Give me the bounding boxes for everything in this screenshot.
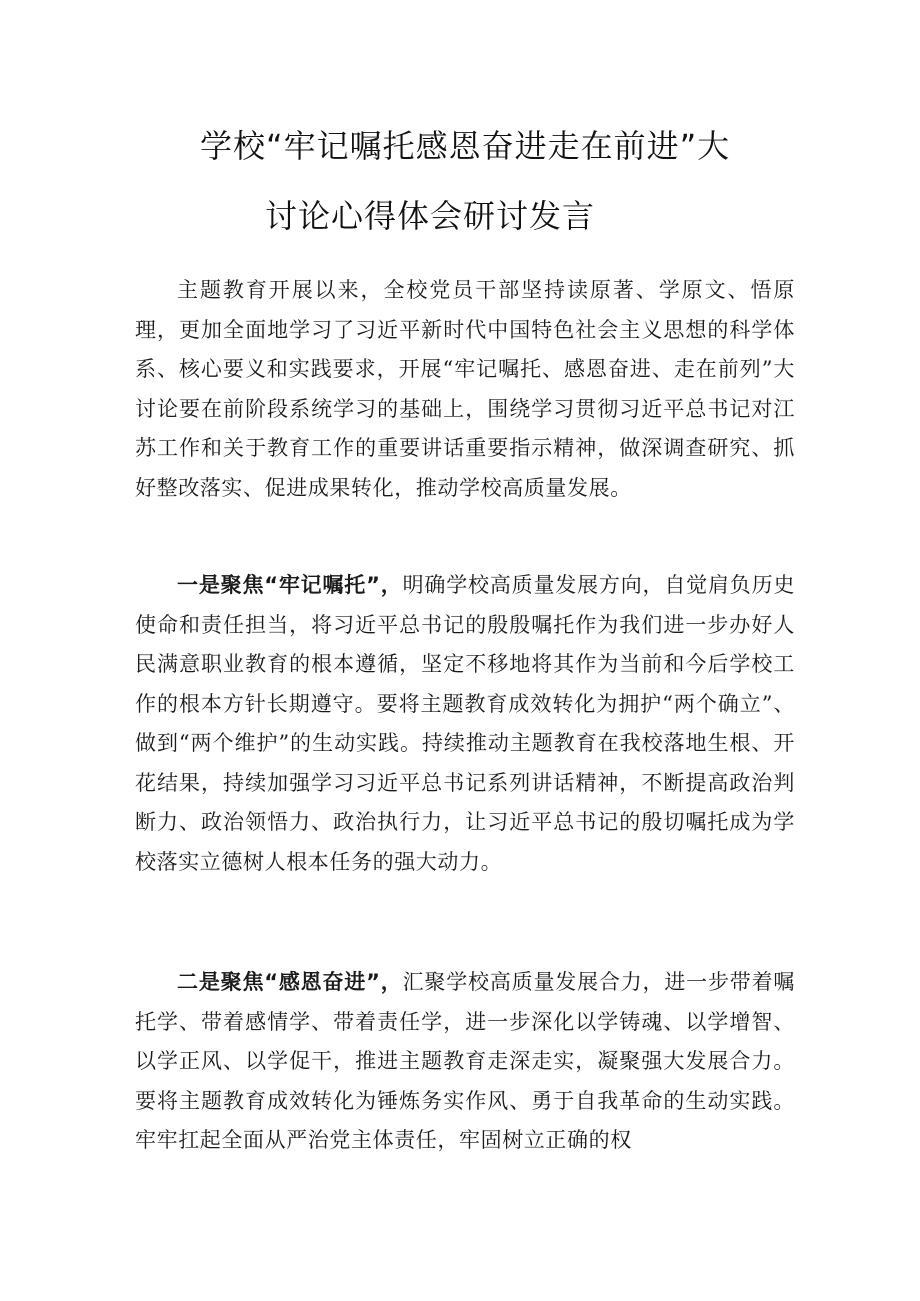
paragraph-point-1-lead: 一是聚焦“牢记嘱托”，	[177, 573, 403, 597]
document-title-line-2: 讨论心得体会研讨发言	[265, 197, 596, 235]
paragraph-point-2-lead: 二是聚焦“感恩奋进”，	[177, 970, 403, 994]
paragraph-intro-text: 主题教育开展以来，全校党员干部坚持读原著、学原文、悟原理，更加全面地学习了习近平新时代中国特色社会主义思想的科学体系、核心要义和实践要求，开展“牢记嘱托、感恩奋进、走在前列”大讨论要在前阶段系统学习的基础上，围绕学习贯彻习近平总书记对江苏工作和关于教育工作的重要讲话重要指示精神，做深调查研究、抓好整改落实、促进成果转化，推动学校高质量发展。	[135, 278, 795, 500]
document-title-line-1: 学校“牢记嘱托感恩奋进走在前进”大	[200, 127, 731, 165]
paragraph-intro	[135, 271, 795, 508]
paragraph-point-1-text: 明确学校高质量发展方向，自觉肩负历史使命和责任担当，将习近平总书记的殷殷嘱托作为我们进一步办好人民满意职业教育的根本遵循，坚定不移地将其作为当前和今后学校工作的根本方针长期遵守。要将主题教育成效转化为拥护“两个确立”、做到“两个维护”的生动实践。持续推动主题教育在我校落地生根、开花结果，持续加强学习习近平总书记系列讲话精神，不断提高政治判断力、政治领悟力、政治执行力，让习近平总书记的殷切嘱托成为学校落实立德树人根本任务的强大动力。	[135, 573, 795, 874]
paragraph-point-1	[135, 566, 795, 882]
paragraph-point-2-text: 汇聚学校高质量发展合力，进一步带着嘱托学、带着感情学、带着责任学，进一步深化以学铸魂、以学增智、以学正风、以学促干，推进主题教育走深走实，凝聚强大发展合力。要将主题教育成效转化为锤炼务实作风、勇于自我革命的生动实践。牢牢扛起全面从严治党主体责任，牢固树立正确的权	[135, 970, 795, 1152]
paragraph-point-2	[135, 963, 795, 1161]
